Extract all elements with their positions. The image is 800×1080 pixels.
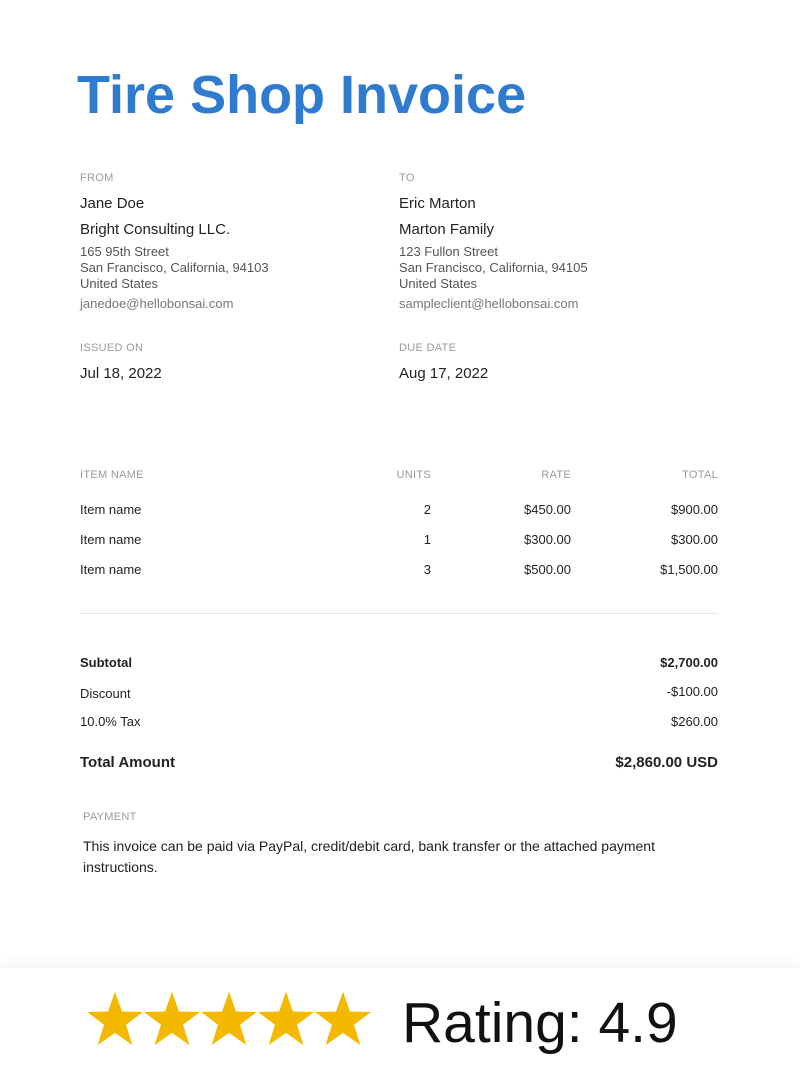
to-name: Eric Marton — [399, 195, 476, 212]
to-email: sampleclient@hellobonsai.com — [399, 296, 579, 311]
payment-text: This invoice can be paid via PayPal, credit/debit card, bank transfer or the attached payment instructions. — [83, 838, 655, 875]
discount-value: -$100.00 — [666, 684, 718, 699]
invoice-title: Tire Shop Invoice — [77, 65, 527, 125]
row-1-total: $900.00 — [671, 502, 718, 517]
row-3-total: $1,500.00 — [660, 562, 718, 577]
total-amount-value: $2,860.00 USD — [615, 754, 718, 771]
payment-label: PAYMENT — [83, 811, 137, 823]
to-address-line1: 123 Fullon Street — [399, 244, 499, 259]
table-divider — [80, 613, 718, 614]
from-name: Jane Doe — [80, 195, 145, 212]
to-address-line3: United States — [399, 276, 478, 291]
star-icon — [314, 990, 372, 1048]
rating-text: Rating: 4.9 — [402, 991, 678, 1055]
header-total: TOTAL — [682, 469, 718, 481]
issued-on-value: Jul 18, 2022 — [80, 365, 162, 382]
from-address-line1: 165 95th Street — [80, 244, 169, 259]
row-1-units: 2 — [423, 502, 431, 517]
star-icon — [257, 990, 315, 1048]
star-icon — [143, 990, 201, 1048]
from-email: janedoe@hellobonsai.com — [80, 296, 234, 311]
discount-label: Discount — [80, 686, 131, 701]
from-company: Bright Consulting LLC. — [80, 221, 231, 238]
subtotal-value: $2,700.00 — [660, 655, 718, 670]
header-units: UNITS — [396, 469, 431, 481]
due-date-label: DUE DATE — [399, 342, 457, 354]
row-3-item: Item name — [80, 562, 142, 577]
to-label: TO — [399, 172, 415, 184]
from-label: FROM — [80, 172, 114, 184]
star-icon — [86, 990, 144, 1048]
row-3-units: 3 — [423, 562, 431, 577]
row-3-rate: $500.00 — [524, 562, 571, 577]
from-address-line2: San Francisco, California, 94103 — [80, 260, 269, 275]
tax-label: 10.0% Tax — [80, 714, 141, 729]
issued-on-label: ISSUED ON — [80, 342, 144, 354]
star-rating — [86, 990, 371, 1054]
from-address-line3: United States — [80, 276, 159, 291]
to-company: Marton Family — [399, 221, 495, 238]
row-2-total: $300.00 — [671, 532, 718, 547]
to-address-line2: San Francisco, California, 94105 — [399, 260, 588, 275]
row-2-units: 1 — [423, 532, 431, 547]
row-2-rate: $300.00 — [524, 532, 571, 547]
header-rate: RATE — [541, 469, 571, 481]
subtotal-label: Subtotal — [80, 655, 132, 670]
row-2-item: Item name — [80, 532, 142, 547]
tax-value: $260.00 — [671, 714, 718, 729]
total-amount-label: Total Amount — [80, 754, 175, 771]
header-item-name: ITEM NAME — [80, 469, 144, 481]
star-icon — [200, 990, 258, 1048]
due-date-value: Aug 17, 2022 — [399, 365, 489, 382]
row-1-item: Item name — [80, 502, 142, 517]
row-1-rate: $450.00 — [524, 502, 571, 517]
